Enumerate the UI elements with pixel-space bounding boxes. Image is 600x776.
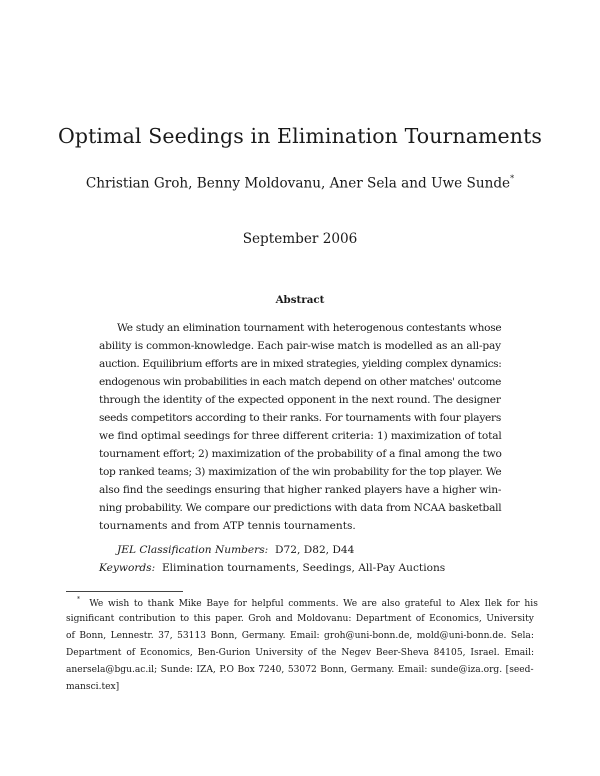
abstract-line: auction. Equilibrium efforts are in mixed strategies, yielding complex dynamics: bbox=[99, 358, 502, 370]
footnote-line: Department of Economics, Ben-Gurion University of the Negev Beer-Sheva 84105, Israel. Email: bbox=[66, 648, 535, 658]
keywords-label: Keywords: bbox=[99, 562, 156, 574]
footnote-line: significant contribution to this paper. Groh and Moldovanu: Department of Economics, University bbox=[66, 614, 534, 624]
abstract-line: also find the seedings ensuring that higher ranked players have a higher win- bbox=[99, 484, 502, 496]
abstract-line: tournaments and from ATP tennis tournaments. bbox=[99, 520, 356, 532]
jel-classification bbox=[117, 544, 354, 556]
abstract-line: ability is common-knowledge. Each pair-wise match is modelled as an all-pay bbox=[99, 340, 501, 352]
abstract-line: through the identity of the expected opponent in the next round. The designer bbox=[99, 394, 501, 406]
footnote-line: anersela@bgu.ac.il; Sunde: IZA, P.O Box 7240, 53072 Bonn, Germany. Email: sunde@iza.org. [seed- bbox=[66, 665, 534, 675]
keywords-value: Elimination tournaments, Seedings, All-Pay Auctions bbox=[161, 562, 446, 574]
footnote-rule bbox=[66, 591, 183, 592]
author-footnote-mark: * bbox=[510, 174, 515, 183]
footnote-line: mansci.tex] bbox=[66, 682, 120, 692]
paper-title: Optimal Seedings in Elimination Tournaments bbox=[57, 124, 543, 148]
footnote-text: We wish to thank Mike Baye for helpful comments. We are also grateful to Alex Ilek for his bbox=[89, 599, 538, 610]
author-list bbox=[0, 175, 600, 192]
footnote-line: of Bonn, Lennestr. 37, 53113 Bonn, Germany. Email: groh@uni-bonn.de, mold@uni-bonn.de. Sela: bbox=[66, 631, 534, 641]
abstract-line: tournament effort; 2) maximization of the probability of a final among the two bbox=[99, 448, 502, 460]
footnote-mark: * bbox=[77, 596, 80, 603]
abstract-line: We study an elimination tournament with heterogenous contestants whose bbox=[117, 322, 502, 334]
abstract-line: seeds competitors according to their ranks. For tournaments with four players bbox=[99, 412, 501, 424]
footnote-line bbox=[77, 597, 538, 609]
author-names: Christian Groh, Benny Moldovanu, Aner Sela and Uwe Sunde bbox=[85, 175, 511, 192]
publication-date: September 2006 bbox=[242, 231, 358, 247]
keywords bbox=[99, 562, 445, 574]
abstract-line: endogenous win probabilities in each match depend on other matches' outcome bbox=[99, 376, 502, 388]
jel-label: JEL Classification Numbers: bbox=[117, 544, 269, 556]
abstract-line: ning probability. We compare our predictions with data from NCAA basketball bbox=[99, 502, 502, 514]
abstract-heading: Abstract bbox=[275, 294, 325, 306]
abstract-line: top ranked teams; 3) maximization of the win probability for the top player. We bbox=[99, 466, 502, 478]
abstract-line: we find optimal seedings for three different criteria: 1) maximization of total bbox=[99, 430, 502, 442]
jel-codes: D72, D82, D44 bbox=[275, 544, 355, 556]
